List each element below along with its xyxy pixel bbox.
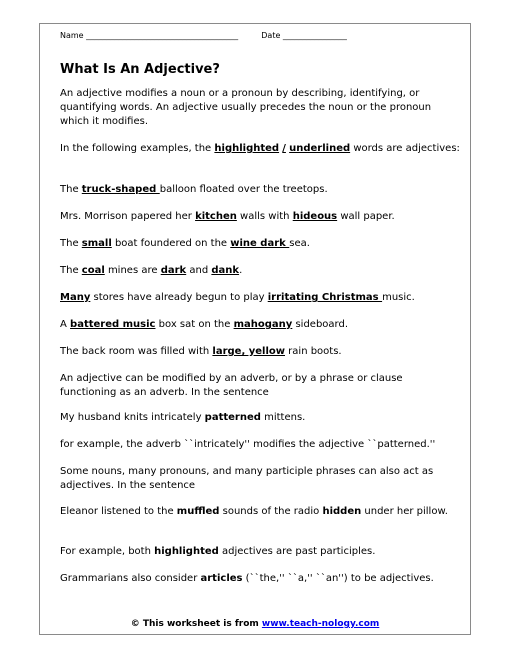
highlighted-adjective: small <box>81 238 112 249</box>
highlighted-adjective: dank <box>211 265 240 276</box>
paragraph: In the following examples, the highlighted / underlined words are adjectives: <box>60 143 460 154</box>
highlighted-adjective: / <box>282 143 286 154</box>
example-sentence: Many stores have already begun to play irritating Christmas music. <box>60 292 415 303</box>
highlighted-adjective: battered music <box>70 319 156 330</box>
highlighted-adjective: truck-shaped <box>81 184 160 195</box>
paragraph: Grammarians also consider articles (``the,'' ``a,'' ``an'') to be adjectives. <box>60 573 434 584</box>
highlighted-adjective: kitchen <box>195 211 237 222</box>
bold-word: patterned <box>204 412 261 423</box>
example-sentence: The back room was filled with large, yellow rain boots. <box>60 346 342 357</box>
footer-prefix: © This worksheet is from <box>130 619 262 629</box>
example-sentence: My husband knits intricately patterned mittens. <box>60 412 306 423</box>
paragraph: for example, the adverb ``intricately'' modifies the adjective ``patterned.'' <box>60 439 436 450</box>
example-sentence: The truck-shaped balloon floated over the treetops. <box>60 184 328 195</box>
bold-word: articles <box>200 573 243 584</box>
highlighted-adjective: highlighted <box>214 143 280 154</box>
example-sentence: Eleanor listened to the muffled sounds of the radio hidden under her pillow. <box>60 506 448 517</box>
example-sentence: The small boat foundered on the wine dark sea. <box>60 238 310 249</box>
bold-word: highlighted <box>154 546 219 557</box>
highlighted-adjective: large, yellow <box>212 346 285 357</box>
highlighted-adjective: Many <box>60 292 91 303</box>
name-date-line <box>60 31 460 41</box>
example-sentence: Mrs. Morrison papered her kitchen walls with hideous wall paper. <box>60 211 395 222</box>
highlighted-adjective: underlined <box>289 143 351 154</box>
example-sentence: The coal mines are dark and dank. <box>60 265 243 276</box>
highlighted-adjective: mahogany <box>233 319 293 330</box>
bold-word: muffled <box>176 506 220 517</box>
footer-link[interactable]: www.teach-nology.com <box>261 619 380 629</box>
bold-word: hidden <box>322 506 362 517</box>
highlighted-adjective: wine dark <box>230 238 290 249</box>
paragraph: Some nouns, many pronouns, and many participle phrases can also act as adjectives. In the sentence <box>60 466 434 491</box>
highlighted-adjective: dark <box>160 265 187 276</box>
name-field[interactable]: Name ______________________________________ <box>60 31 239 40</box>
paragraph: An adjective can be modified by an adverb, or by a phrase or clause functioning as an adverb. In the sentence <box>60 373 403 398</box>
highlighted-adjective: irritating Christmas <box>267 292 383 303</box>
paragraph: For example, both highlighted adjectives are past participles. <box>60 546 376 557</box>
paragraph: An adjective modifies a noun or a pronoun by describing, identifying, or quantifying words. An adjective usually precedes the noun or the pronoun which it modifies. <box>60 88 432 127</box>
highlighted-adjective: hideous <box>292 211 338 222</box>
footer-credit <box>0 618 510 630</box>
worksheet-title: What Is An Adjective? <box>60 62 220 77</box>
example-sentence: A battered music box sat on the mahogany sideboard. <box>60 319 349 330</box>
date-field[interactable]: Date ________________ <box>261 31 347 40</box>
highlighted-adjective: coal <box>81 265 105 276</box>
